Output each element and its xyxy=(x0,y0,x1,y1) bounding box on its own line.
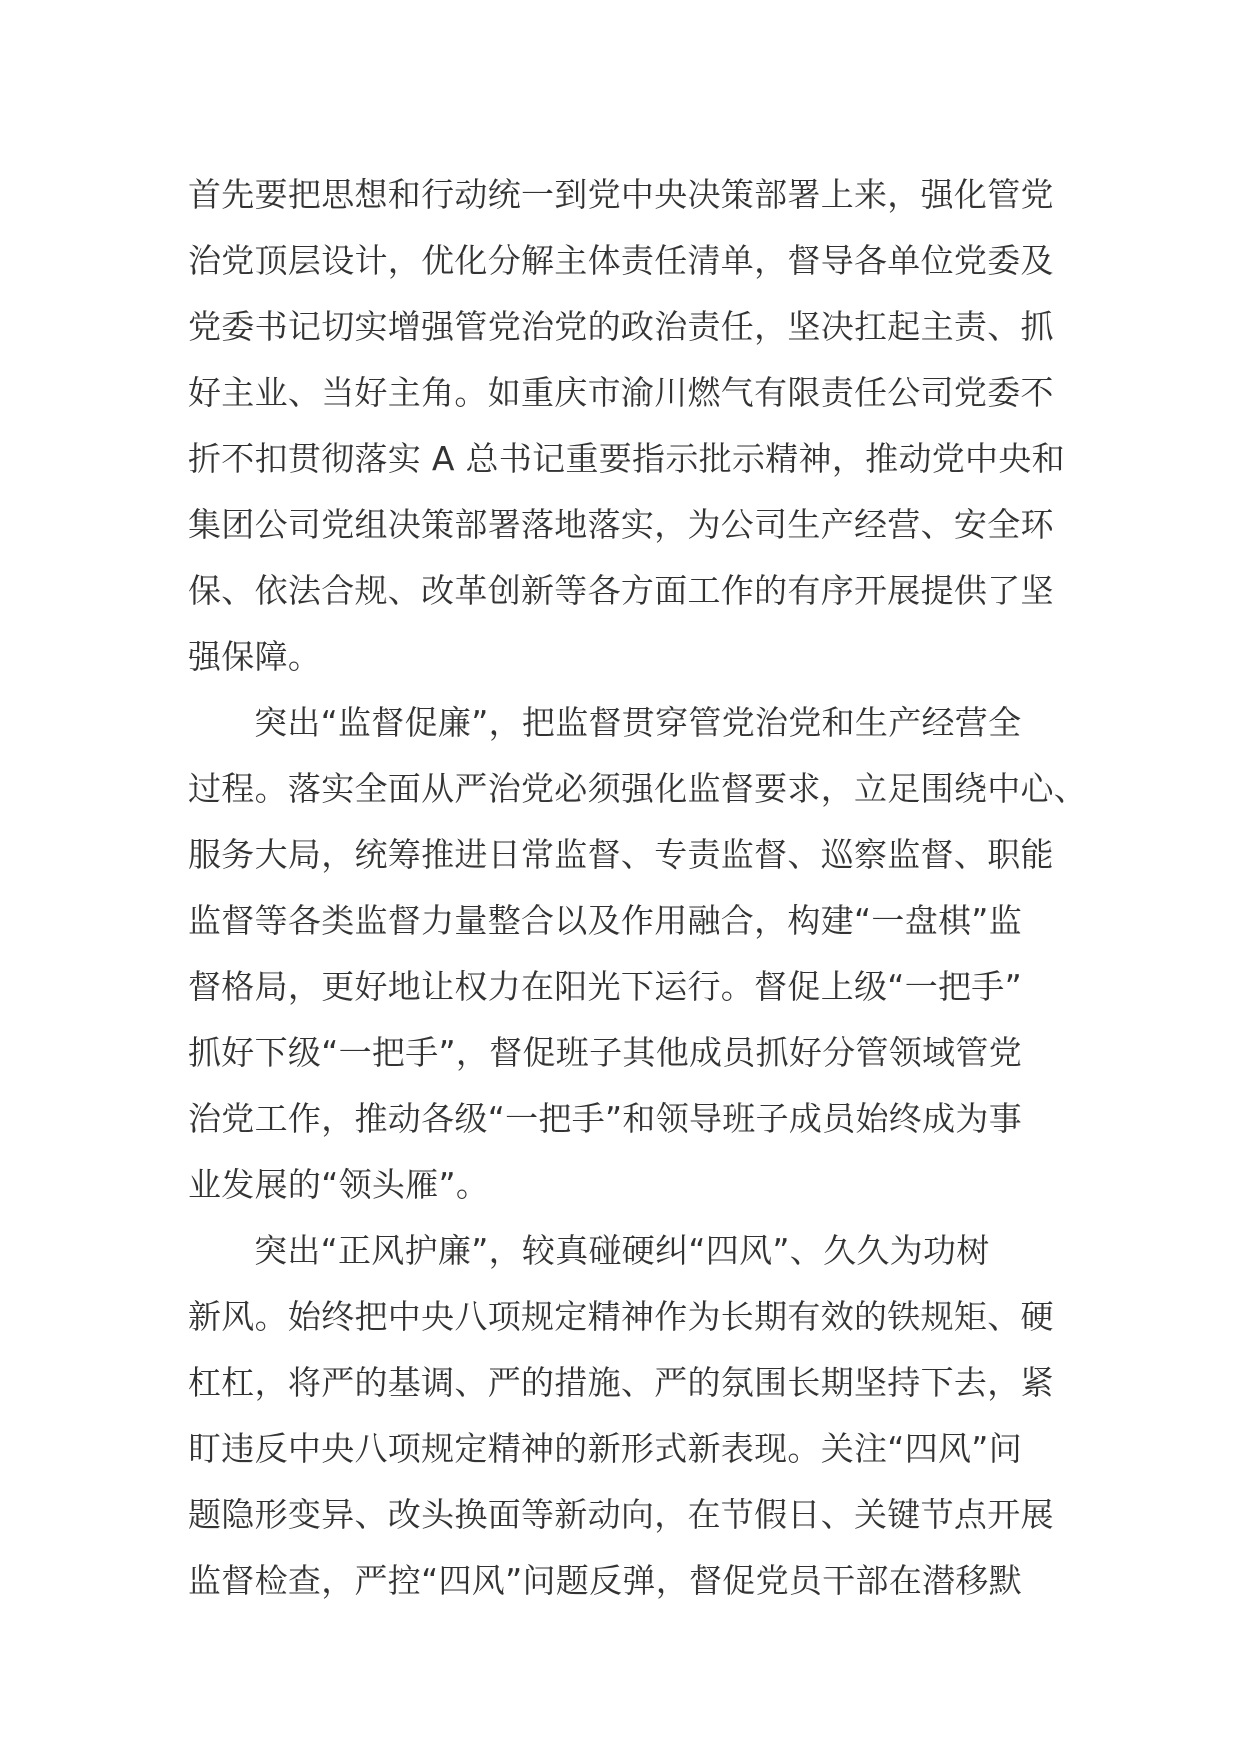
text-line: 好主业、当好主角。如重庆市渝川燃气有限责任公司党委不 xyxy=(188,373,1054,412)
text-line: 监督等各类监督力量整合以及作用融合，构建“一盘棋”监 xyxy=(188,901,1022,940)
text-line: 抓好下级“一把手”，督促班子其他成员抓好分管领域管党 xyxy=(188,1033,1022,1072)
text-line: 首先要把思想和行动统一到党中央决策部署上来，强化管党 xyxy=(188,175,1054,214)
text-line: 督格局，更好地让权力在阳光下运行。督促上级“一把手” xyxy=(188,967,1022,1006)
text-line: 集团公司党组决策部署落地落实，为公司生产经营、安全环 xyxy=(188,505,1054,544)
paragraph-start-line: 突出“正风护廉”，较真碰硬纠“四风”、久久为功树 xyxy=(254,1231,990,1270)
text-line: 党委书记切实增强管党治党的政治责任，坚决扛起主责、抓 xyxy=(188,307,1054,346)
text-line: 折不扣贯彻落实 A 总书记重要指示批示精神，推动党中央和 xyxy=(188,439,1065,478)
text-line: 业发展的“领头雁”。 xyxy=(188,1165,490,1204)
text-line: 服务大局，统筹推进日常监督、专责监督、巡察监督、职能 xyxy=(188,835,1054,874)
text-line: 强保障。 xyxy=(188,637,322,676)
text-line: 盯违反中央八项规定精神的新形式新表现。关注“四风”问 xyxy=(188,1429,1022,1468)
text-line: 新风。始终把中央八项规定精神作为长期有效的铁规矩、硬 xyxy=(188,1297,1054,1336)
body-text xyxy=(188,162,1088,1614)
text-line: 保、依法合规、改革创新等各方面工作的有序开展提供了坚 xyxy=(188,571,1054,610)
text-line: 题隐形变异、改头换面等新动向，在节假日、关键节点开展 xyxy=(188,1495,1054,1534)
text-line: 治党顶层设计，优化分解主体责任清单，督导各单位党委及 xyxy=(188,241,1054,280)
text-line: 监督检查，严控“四风”问题反弹，督促党员干部在潜移默 xyxy=(188,1561,1022,1600)
paragraph-start-line: 突出“监督促廉”，把监督贯穿管党治党和生产经营全 xyxy=(254,703,1022,742)
text-line: 过程。落实全面从严治党必须强化监督要求，立足围绕中心、 xyxy=(188,769,1088,808)
text-line: 杠杠，将严的基调、严的措施、严的氛围长期坚持下去，紧 xyxy=(188,1363,1054,1402)
text-line: 治党工作，推动各级“一把手”和领导班子成员始终成为事 xyxy=(188,1099,1022,1138)
